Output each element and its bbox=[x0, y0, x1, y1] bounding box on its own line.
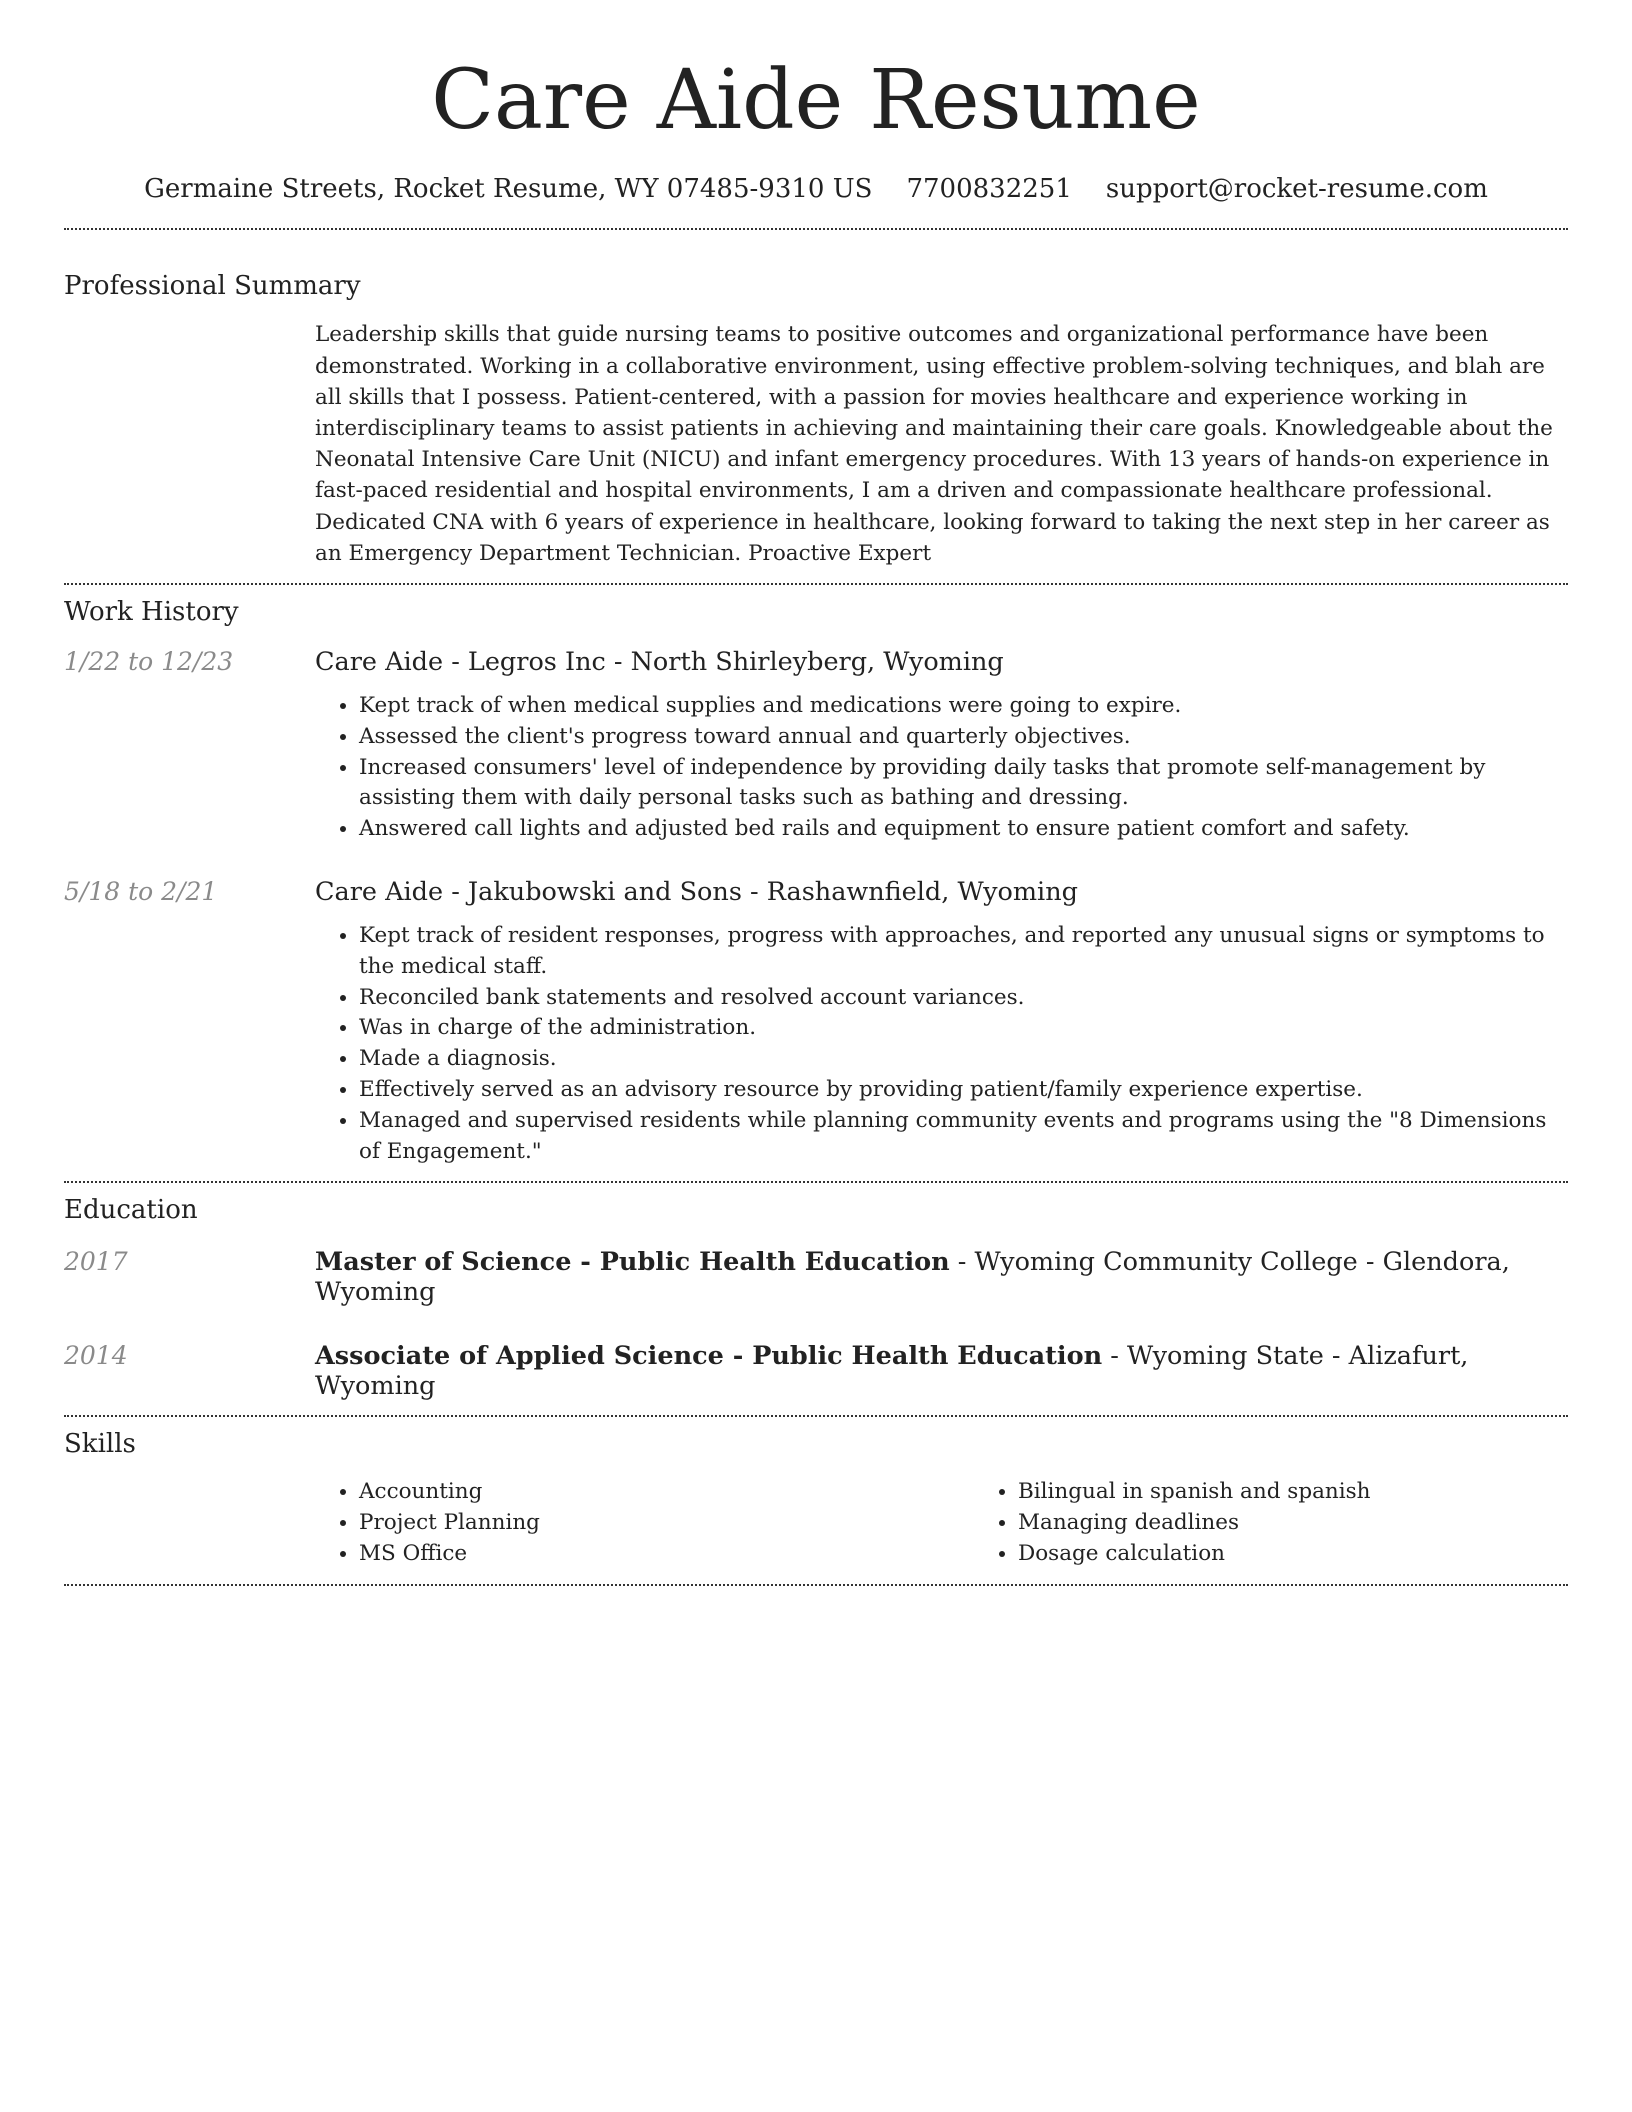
job-heading: Care Aide - Legros Inc - North Shirleyberg, Wyoming bbox=[315, 647, 1004, 678]
section-title-work-history: Work History bbox=[64, 597, 239, 628]
education-year: 2017 bbox=[64, 1247, 128, 1277]
list-item: • Accounting bbox=[359, 1477, 974, 1508]
contact-phone: 7700832251 bbox=[906, 174, 1072, 205]
list-item: • MS Office bbox=[359, 1539, 974, 1570]
section-title-summary: Professional Summary bbox=[64, 271, 361, 302]
job-dates: 1/22 to 12/23 bbox=[64, 647, 234, 677]
contact-email: support@rocket-resume.com bbox=[1105, 174, 1488, 205]
list-item: • Dosage calculation bbox=[1018, 1539, 1632, 1570]
education-entry bbox=[64, 1341, 1568, 1401]
skills-column-right bbox=[974, 1477, 1632, 1569]
job-dates: 5/18 to 2/21 bbox=[64, 877, 218, 906]
job-entry bbox=[64, 877, 1568, 1167]
education-entry bbox=[64, 1247, 1568, 1307]
divider bbox=[64, 1584, 1568, 1586]
section-title-skills: Skills bbox=[64, 1429, 136, 1460]
list-item: • Made a diagnosis. bbox=[359, 1044, 1568, 1075]
contact-line bbox=[64, 174, 1568, 204]
education-school: - Wyoming Community College - Glendora, Wyoming bbox=[315, 1247, 1510, 1308]
list-item: • Answered call lights and adjusted bed rails and equipment to ensure patient comfort and safety. bbox=[359, 814, 1568, 845]
resume-header bbox=[64, 0, 1568, 204]
summary-text: Leadership skills that guide nursing teams to positive outcomes and organizational performance have been demonstrated. Working in a collaborative environment, using effective problem-solving techniques, and blah are all skills that I possess. Patient-centered, with a passion for movies healthcare and experience working in interdisciplinary teams to assist patients in achieving and maintaining their care goals. Knowledgeable about the Neonatal Intensive Care Unit (NICU) and infant emergency procedures. With 13 years of hands-on experience in fast-paced residential and hospital environments, I am a driven and compassionate healthcare professional. Dedicated CNA with 6 years of experience in healthcare, looking forward to taking the next step in her career as an Emergency Department Technician. Proactive Expert bbox=[315, 322, 1553, 566]
resume-title: Care Aide Resume bbox=[431, 53, 1201, 148]
divider bbox=[64, 583, 1568, 585]
list-item: • Assessed the client's progress toward annual and quarterly objectives. bbox=[359, 722, 1568, 753]
education-section bbox=[64, 1195, 1568, 1401]
skills-section bbox=[64, 1429, 1568, 1569]
education-year: 2014 bbox=[64, 1341, 128, 1371]
skills-column-left bbox=[315, 1477, 974, 1569]
contact-address: Germaine Streets, Rocket Resume, WY 07485-9310 US bbox=[144, 174, 873, 205]
skills-list bbox=[315, 1477, 1632, 1569]
list-item: • Project Planning bbox=[359, 1508, 974, 1539]
divider bbox=[64, 1181, 1568, 1183]
list-item: • Managing deadlines bbox=[1018, 1508, 1632, 1539]
education-degree: Master of Science - Public Health Education bbox=[315, 1247, 950, 1278]
education-school: - Wyoming State - Alizafurt, Wyoming bbox=[315, 1341, 1469, 1402]
summary-section bbox=[64, 271, 1568, 569]
job-bullets bbox=[315, 691, 1568, 845]
divider bbox=[64, 228, 1568, 230]
job-heading: Care Aide - Jakubowski and Sons - Rashawnfield, Wyoming bbox=[315, 877, 1078, 907]
list-item: • Kept track of resident responses, progress with approaches, and reported any unusual signs or symptoms to the medical staff. bbox=[359, 921, 1568, 983]
list-item: • Managed and supervised residents while planning community events and programs using the "8 Dimensions of Engagement." bbox=[359, 1106, 1568, 1168]
work-history-section bbox=[64, 597, 1568, 1167]
section-title-education: Education bbox=[64, 1195, 198, 1226]
education-degree: Associate of Applied Science - Public Health Education bbox=[315, 1341, 1103, 1372]
list-item: • Kept track of when medical supplies and medications were going to expire. bbox=[359, 691, 1568, 722]
list-item: • Bilingual in spanish and spanish bbox=[1018, 1477, 1632, 1508]
divider bbox=[64, 1415, 1568, 1417]
list-item: • Increased consumers' level of independence by providing daily tasks that promote self-management by assisting them with daily personal tasks such as bathing and dressing. bbox=[359, 753, 1568, 815]
list-item: • Effectively served as an advisory resource by providing patient/family experience expertise. bbox=[359, 1075, 1568, 1106]
list-item: • Reconciled bank statements and resolved account variances. bbox=[359, 983, 1568, 1014]
job-entry bbox=[64, 647, 1568, 845]
list-item: • Was in charge of the administration. bbox=[359, 1013, 1568, 1044]
job-bullets bbox=[315, 921, 1568, 1167]
